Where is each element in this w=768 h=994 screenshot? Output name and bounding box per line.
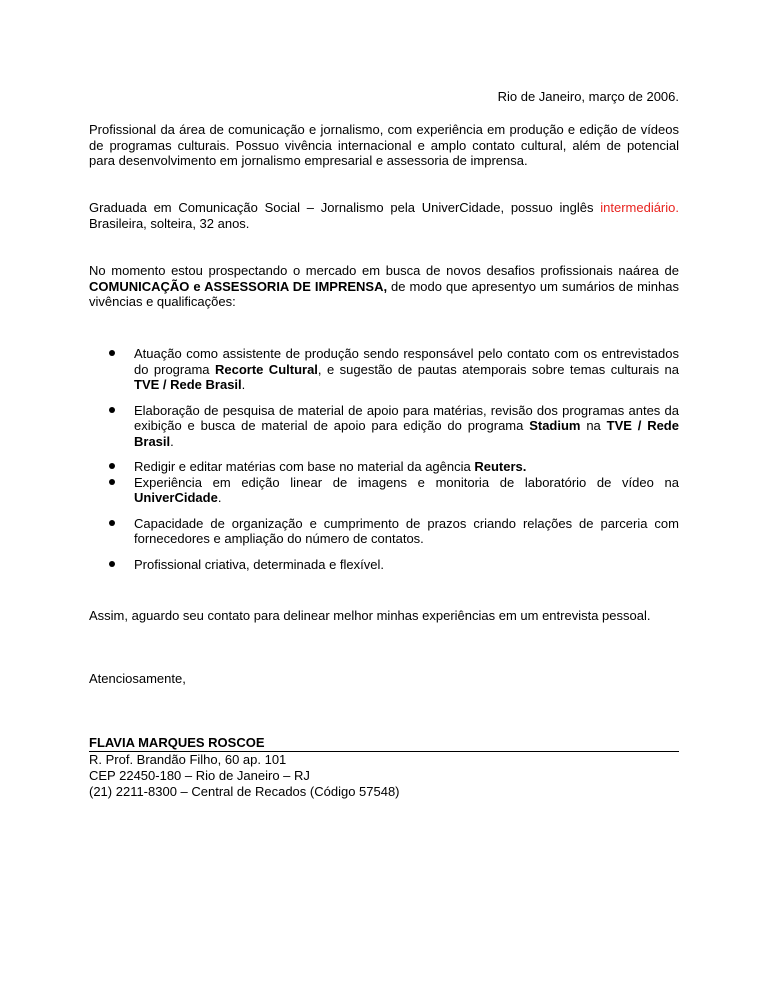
list-item [89,557,679,573]
list-item [89,403,679,450]
bullet-dot-icon [109,463,115,469]
address-line: R. Prof. Brandão Filho, 60 ap. 101 [89,752,287,767]
list-item [89,346,679,393]
prospect-text: No momento estou prospectando o mercado em busca de novos desafios profissionais naárea de [89,263,679,278]
list-item [89,516,679,547]
broadcaster-bold: TVE / Rede Brasil [134,377,242,392]
bullet-text: . [217,490,222,505]
bullet-text: , e sugestão de pautas atemporais sobre temas culturais na [317,361,679,377]
prospect-text-end: de modo que apresentyo um sumários de minhas vivências e qualificações: [89,278,679,309]
english-level-highlight: intermediário. [600,200,679,215]
bullet-text: Capacidade de organização e cumprimento de prazos criando relações de parceria com fornecedores e ampliação do número de contatos. [134,515,679,546]
postal-code-line: CEP 22450-180 – Rio de Janeiro – RJ [89,768,310,783]
bullet-text: Profissional criativa, determinada e flexível. [134,556,385,572]
agency-name-bold: Reuters. [474,459,527,474]
bullet-dot-icon [109,350,115,356]
dateline: Rio de Janeiro, março de 2006. [497,89,679,104]
bullet-text: . [241,377,246,392]
intro-paragraph: Profissional da área de comunicação e jornalismo, com experiência em produção e edição de vídeos de programas culturais. Possuo vivência internacional e amplo contato cultural, além de potencial para desenvolvimento em jornalismo empresarial e assessoria de imprensa. [89,122,679,168]
signer-name: FLAVIA MARQUES ROSCOE [89,735,679,752]
prospect-area-bold: COMUNICAÇÃO e ASSESSORIA DE IMPRENSA, [89,278,388,294]
bullet-dot-icon [109,561,115,567]
bullet-dot-icon [109,407,115,413]
closing-paragraph: Assim, aguardo seu contato para delinear melhor minhas experiências em um entrevista pessoal. [89,608,651,623]
personal-details-text: Brasileira, solteira, 32 anos. [89,215,250,231]
program-name-bold: Stadium [529,418,581,433]
signature-block [89,735,679,800]
qualifications-list [89,346,679,572]
phone-line: (21) 2211-8300 – Central de Recados (Código 57548) [89,784,400,799]
bullet-text: Elaboração de pesquisa de material de apoio para matérias, revisão dos programas antes da exibição e busca de material de apoio para edição do programa [134,402,679,433]
bullet-text: Experiência em edição linear de imagens e monitoria de laboratório de vídeo na [134,474,679,490]
bullet-text: Atuação como assistente de produção sendo responsável pelo contato com os entrevistados do programa [134,346,679,377]
salutation: Atenciosamente, [89,671,186,686]
bullet-text: Redigir e editar matérias com base no material da agência [134,459,475,474]
bullet-dot-icon [109,479,115,485]
bullet-text: na [580,418,607,433]
university-name-bold: UniverCidade [134,490,218,505]
program-name-bold: Recorte Cultural [214,361,318,377]
bullet-text: . [170,433,174,449]
broadcaster-bold: TVE / Rede Brasil [134,418,679,449]
bullet-dot-icon [109,520,115,526]
education-text: Graduada em Comunicação Social – Jornalismo pela UniverCidade, possuo inglês [89,200,601,215]
education-paragraph [89,200,679,231]
list-item [89,475,679,506]
list-item [89,459,679,475]
prospect-paragraph [89,263,679,310]
